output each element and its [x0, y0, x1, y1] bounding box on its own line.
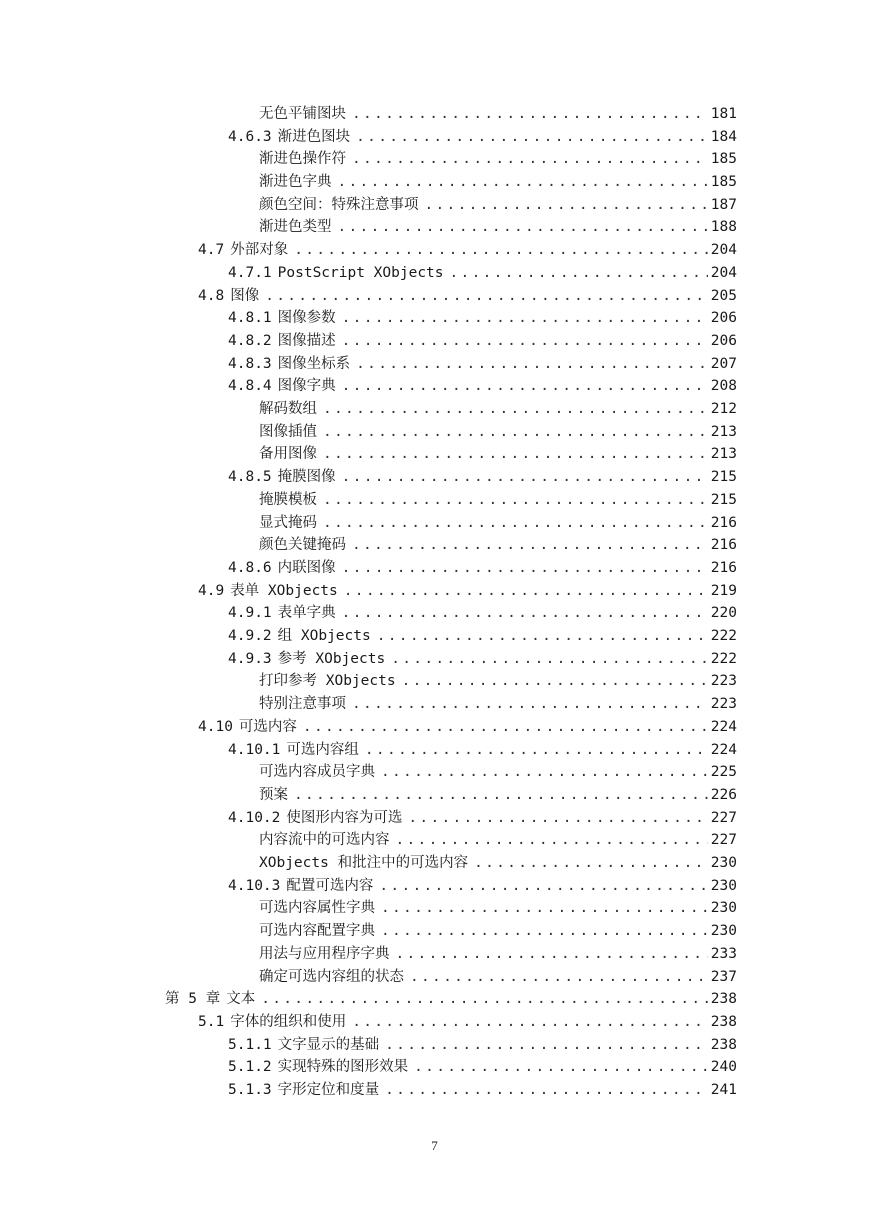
toc-title: 字体的组织和使用 — [230, 1013, 347, 1030]
toc-title: 特别注意事项 — [259, 696, 346, 713]
toc-entry[interactable] — [259, 194, 737, 217]
toc-page-number: 220 — [710, 605, 737, 622]
toc-title: 图像坐标系 — [277, 355, 351, 372]
toc-section-number: 4.8.1 — [228, 310, 272, 327]
toc-page-number: 213 — [710, 446, 737, 463]
toc-title: 图像字典 — [277, 378, 336, 395]
dot-leader — [344, 580, 708, 603]
toc-entry[interactable] — [259, 761, 737, 784]
toc-title: 表单 XObjects — [230, 582, 338, 599]
dot-leader — [385, 1079, 708, 1102]
dot-leader — [450, 262, 708, 285]
toc-title: 文字显示的基础 — [277, 1036, 380, 1053]
toc-page-number: 227 — [710, 832, 737, 849]
toc-page-number: 204 — [710, 242, 737, 259]
toc-page-number: 219 — [710, 582, 737, 599]
dot-leader — [408, 807, 707, 830]
toc-entry[interactable] — [165, 988, 737, 1011]
toc-title: 备用图像 — [259, 446, 317, 463]
toc-title: 图像参数 — [277, 310, 336, 327]
toc-entry[interactable] — [259, 512, 737, 535]
toc-title: 颜色空间：特殊注意事项 — [259, 196, 419, 213]
dot-leader — [410, 966, 708, 989]
toc-entry[interactable] — [259, 171, 737, 194]
toc-title: 颜色关键掩码 — [259, 537, 346, 554]
dot-leader — [352, 148, 708, 171]
toc-entry[interactable] — [198, 239, 737, 262]
toc-entry[interactable] — [198, 1011, 737, 1034]
toc-title: 渐进色图块 — [277, 128, 351, 145]
toc-title: XObjects 和批注中的可选内容 — [259, 855, 469, 872]
toc-entry[interactable] — [259, 829, 737, 852]
toc-section-number: 4.8.2 — [228, 332, 272, 349]
toc-page-number: 223 — [710, 673, 737, 690]
dot-leader — [365, 739, 708, 762]
toc-entry[interactable] — [259, 671, 737, 694]
dot-leader — [323, 444, 708, 467]
dot-leader — [352, 693, 708, 716]
toc-entry[interactable] — [228, 1034, 737, 1057]
toc-page-number: 223 — [710, 696, 737, 713]
dot-leader — [265, 285, 708, 308]
toc-page-number: 185 — [710, 151, 737, 168]
toc-title: 无色平铺图块 — [259, 105, 346, 122]
toc-section-number: 5.1.3 — [228, 1082, 272, 1099]
dot-leader — [391, 648, 708, 671]
dot-leader — [323, 489, 708, 512]
toc-title: PostScript XObjects — [277, 264, 444, 281]
toc-page-number: 230 — [710, 877, 737, 894]
toc-section-number: 4.8 — [198, 287, 225, 304]
toc-title: 使图形内容为可选 — [286, 809, 403, 826]
toc-entry[interactable] — [228, 330, 737, 353]
toc-page-number: 184 — [710, 128, 737, 145]
toc-entry[interactable] — [228, 557, 737, 580]
toc-page-number: 224 — [710, 741, 737, 758]
toc-section-number: 4.9.2 — [228, 628, 272, 645]
toc-page-number: 222 — [710, 650, 737, 667]
toc-entry[interactable] — [259, 217, 737, 240]
toc-page-number: 206 — [710, 310, 737, 327]
toc-section-number: 4.8.6 — [228, 559, 272, 576]
toc-page-number: 216 — [710, 537, 737, 554]
toc-entry[interactable] — [228, 126, 737, 149]
toc-page-number: 230 — [710, 923, 737, 940]
dot-leader — [323, 512, 708, 535]
toc-section-number: 4.10 — [198, 718, 233, 735]
toc-title: 实现特殊的图形效果 — [277, 1059, 409, 1076]
toc-entry[interactable] — [228, 875, 737, 898]
toc-entry[interactable] — [228, 625, 737, 648]
toc-entry[interactable] — [259, 534, 737, 557]
dot-leader — [379, 875, 707, 898]
toc-section-number: 第 5 章 — [165, 991, 221, 1008]
toc-page-number: 238 — [710, 1036, 737, 1053]
dot-leader — [352, 103, 708, 126]
dot-leader — [294, 239, 708, 262]
toc-entry[interactable] — [259, 444, 737, 467]
toc-entry[interactable] — [259, 103, 737, 126]
toc-entry[interactable] — [259, 148, 737, 171]
toc-page-number: 213 — [710, 423, 737, 440]
toc-entry[interactable] — [259, 421, 737, 444]
toc-section-number: 4.7.1 — [228, 264, 272, 281]
toc-page-number: 188 — [710, 219, 737, 236]
toc-title: 内联图像 — [277, 559, 336, 576]
toc-section-number: 5.1.1 — [228, 1036, 272, 1053]
toc-title: 可选内容 — [238, 718, 297, 735]
dot-leader — [396, 943, 708, 966]
dot-leader — [402, 671, 708, 694]
dot-leader — [342, 307, 708, 330]
dot-leader — [342, 375, 708, 398]
toc-entry[interactable] — [259, 852, 737, 875]
dot-leader — [377, 625, 708, 648]
toc-title: 打印参考 XObjects — [259, 673, 396, 690]
toc-page-number: 224 — [710, 718, 737, 735]
toc-entry[interactable] — [259, 784, 737, 807]
dot-leader — [338, 171, 708, 194]
toc-title: 参考 XObjects — [277, 650, 386, 667]
toc-entry[interactable] — [228, 807, 737, 830]
toc-title: 内容流中的可选内容 — [259, 832, 390, 849]
toc-entry[interactable] — [228, 602, 737, 625]
toc-title: 渐进色字典 — [259, 174, 332, 191]
toc-page-number: 187 — [710, 196, 737, 213]
toc-page-number: 208 — [710, 378, 737, 395]
toc-title: 渐进色类型 — [259, 219, 332, 236]
toc-title: 解码数组 — [259, 401, 317, 418]
dot-leader — [414, 1056, 708, 1079]
toc-page-number: 185 — [710, 174, 737, 191]
toc-section-number: 4.8.3 — [228, 355, 272, 372]
toc-page-number: 215 — [710, 491, 737, 508]
toc-title: 可选内容成员字典 — [259, 764, 375, 781]
toc-section-number: 4.9.1 — [228, 605, 272, 622]
toc-entry[interactable] — [198, 580, 737, 603]
toc-entry[interactable] — [228, 466, 737, 489]
toc-section-number: 4.8.5 — [228, 469, 272, 486]
toc-page-number: 222 — [710, 628, 737, 645]
toc-section-number: 4.10.1 — [228, 741, 281, 758]
toc-title: 图像插值 — [259, 423, 317, 440]
toc-title: 显式掩码 — [259, 514, 317, 531]
dot-leader — [425, 194, 708, 217]
toc-title: 用法与应用程序字典 — [259, 945, 390, 962]
toc-entry[interactable] — [259, 398, 737, 421]
toc-entry[interactable] — [259, 943, 737, 966]
dot-leader — [294, 784, 708, 807]
toc-page-number: 205 — [710, 287, 737, 304]
dot-leader — [342, 330, 708, 353]
toc-section-number: 4.9.3 — [228, 650, 272, 667]
toc-title: 预案 — [259, 786, 288, 803]
toc-page-number: 212 — [710, 401, 737, 418]
dot-leader — [261, 988, 708, 1011]
toc-page-number: 240 — [710, 1059, 737, 1076]
toc-title: 表单字典 — [277, 605, 336, 622]
toc-section-number: 4.9 — [198, 582, 225, 599]
toc-section-number: 4.8.4 — [228, 378, 272, 395]
toc-page-number: 204 — [710, 264, 737, 281]
toc-title: 掩膜图像 — [277, 469, 336, 486]
toc-page-number: 226 — [710, 786, 737, 803]
page-number: 7 — [431, 1138, 438, 1153]
dot-leader — [342, 466, 708, 489]
dot-leader — [385, 1034, 708, 1057]
toc-page-number: 215 — [710, 469, 737, 486]
toc-entry[interactable] — [228, 353, 737, 376]
toc-entry[interactable] — [259, 489, 737, 512]
toc-page-number: 216 — [710, 514, 737, 531]
toc-page-number: 207 — [710, 355, 737, 372]
toc-page-number: 216 — [710, 559, 737, 576]
toc-title: 外部对象 — [230, 242, 289, 259]
toc-entry[interactable] — [228, 375, 737, 398]
dot-leader — [381, 898, 708, 921]
toc-entry[interactable] — [259, 920, 737, 943]
toc-page-number: 206 — [710, 332, 737, 349]
toc-entry[interactable] — [228, 262, 737, 285]
toc-entry[interactable] — [259, 693, 737, 716]
dot-leader — [323, 421, 708, 444]
toc-entry[interactable] — [259, 898, 737, 921]
dot-leader — [474, 852, 708, 875]
toc-entry[interactable] — [228, 307, 737, 330]
toc-entry[interactable] — [228, 1056, 737, 1079]
toc-title: 字形定位和度量 — [277, 1082, 380, 1099]
dot-leader — [381, 761, 708, 784]
toc-entry[interactable] — [198, 285, 737, 308]
toc-title: 组 XObjects — [277, 628, 371, 645]
toc-page-number: 230 — [710, 900, 737, 917]
toc-title: 可选内容属性字典 — [259, 900, 375, 917]
dot-leader — [303, 716, 708, 739]
toc-page-number: 227 — [710, 809, 737, 826]
toc-section-number: 4.10.3 — [228, 877, 281, 894]
dot-leader — [342, 602, 708, 625]
toc-title: 可选内容配置字典 — [259, 923, 375, 940]
toc-entry[interactable] — [228, 648, 737, 671]
dot-leader — [352, 534, 708, 557]
toc-title: 掩膜模板 — [259, 491, 317, 508]
toc-title: 渐进色操作符 — [259, 151, 346, 168]
toc-section-number: 5.1.2 — [228, 1059, 272, 1076]
toc-title: 可选内容组 — [286, 741, 359, 758]
toc-page-number: 225 — [710, 764, 737, 781]
toc-entry[interactable] — [228, 739, 737, 762]
dot-leader — [342, 557, 708, 580]
toc-section-number: 4.10.2 — [228, 809, 281, 826]
toc-page-number: 237 — [710, 968, 737, 985]
toc-entry[interactable] — [259, 966, 737, 989]
toc-page-number: 233 — [710, 945, 737, 962]
dot-leader — [356, 353, 708, 376]
toc-title: 文本 — [226, 991, 256, 1008]
toc-title: 图像描述 — [277, 332, 336, 349]
toc-title: 确定可选内容组的状态 — [259, 968, 404, 985]
dot-leader — [396, 829, 708, 852]
dot-leader — [352, 1011, 708, 1034]
toc-page-number: 241 — [710, 1082, 737, 1099]
dot-leader — [381, 920, 708, 943]
toc-section-number: 4.7 — [198, 242, 225, 259]
toc-section-number: 5.1 — [198, 1013, 225, 1030]
toc-page-number: 238 — [710, 1013, 737, 1030]
dot-leader — [338, 217, 708, 240]
toc-entry[interactable] — [198, 716, 737, 739]
toc-page-number: 238 — [710, 991, 737, 1008]
toc-title: 配置可选内容 — [286, 877, 374, 894]
toc-page-number: 181 — [710, 105, 737, 122]
toc-title: 图像 — [230, 287, 260, 304]
toc-section-number: 4.6.3 — [228, 128, 272, 145]
dot-leader — [356, 126, 708, 149]
toc-page-number: 230 — [710, 855, 737, 872]
toc-entry[interactable] — [228, 1079, 737, 1102]
dot-leader — [323, 398, 708, 421]
